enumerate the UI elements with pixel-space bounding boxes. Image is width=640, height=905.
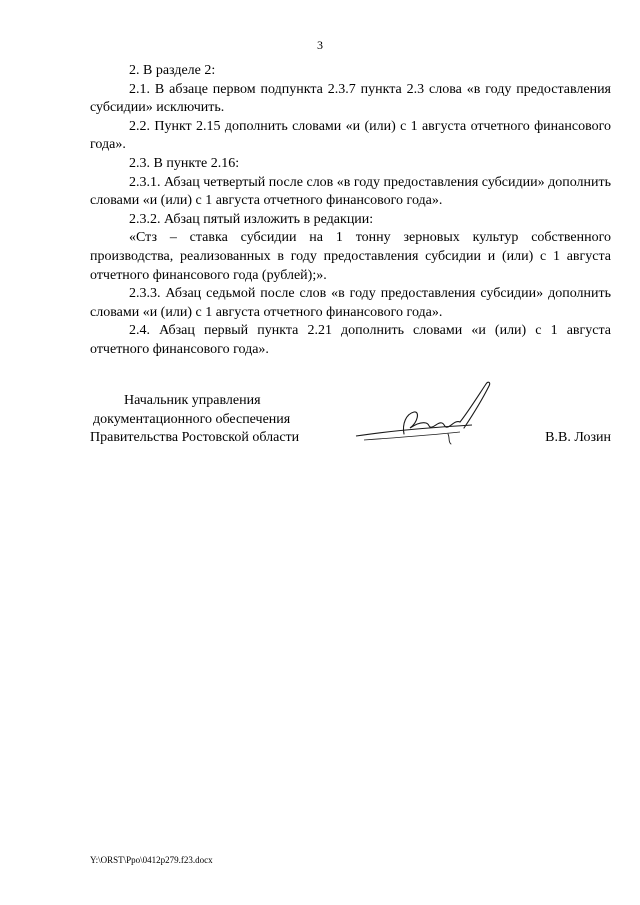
signer-position-line-1: Начальник управления bbox=[124, 393, 261, 408]
footer-file-path: Y:\ORST\Ppo\0412p279.f23.docx bbox=[90, 855, 213, 865]
signer-position-line-3: Правительства Ростовской области bbox=[90, 430, 300, 446]
page-number: 3 bbox=[317, 38, 323, 52]
paragraph-2-4: 2.4. Абзац первый пункта 2.21 дополнить словами «и (или) с 1 августа отчетного финансового года». bbox=[90, 323, 611, 357]
handwritten-signature bbox=[352, 378, 502, 448]
paragraph-2-3-2: 2.3.2. Абзац пятый изложить в редакции: bbox=[129, 211, 374, 227]
paragraph-2-2: 2.2. Пункт 2.15 дополнить словами «и (или) с 1 августа отчетного финансового года». bbox=[90, 118, 611, 153]
paragraph-2-3-3: 2.3.3. Абзац седьмой после слов «в году предоставления субсидии» дополнить словами «и (или) с 1 августа отчетного финансового года». bbox=[90, 286, 611, 320]
paragraph-2-3-1: 2.3.1. Абзац четвертый после слов «в году предоставления субсидии» дополнить словами «и (или) с 1 августа отчетного финансового года». bbox=[90, 174, 611, 209]
signer-name: В.В. Лозин bbox=[545, 430, 611, 445]
signer-position bbox=[90, 392, 330, 448]
signature-block bbox=[90, 392, 611, 452]
signer-position-line-2: документационного обеспечения bbox=[93, 411, 291, 427]
paragraph-formula-definition: «Стз – ставка субсидии на 1 тонну зерновых культур собственного производства, реализованных в году предоставления субсидии и (или) с 1 августа отчетного финансового года (рублей);». bbox=[90, 230, 611, 283]
paragraph-2-3: 2.3. В пункте 2.16: bbox=[129, 155, 240, 171]
paragraph-section-2: 2. В разделе 2: bbox=[129, 63, 216, 78]
document-body bbox=[90, 62, 611, 360]
paragraph-2-1: 2.1. В абзаце первом подпункта 2.3.7 пункта 2.3 слова «в году предоставления субсидии» исключить. bbox=[90, 81, 611, 116]
